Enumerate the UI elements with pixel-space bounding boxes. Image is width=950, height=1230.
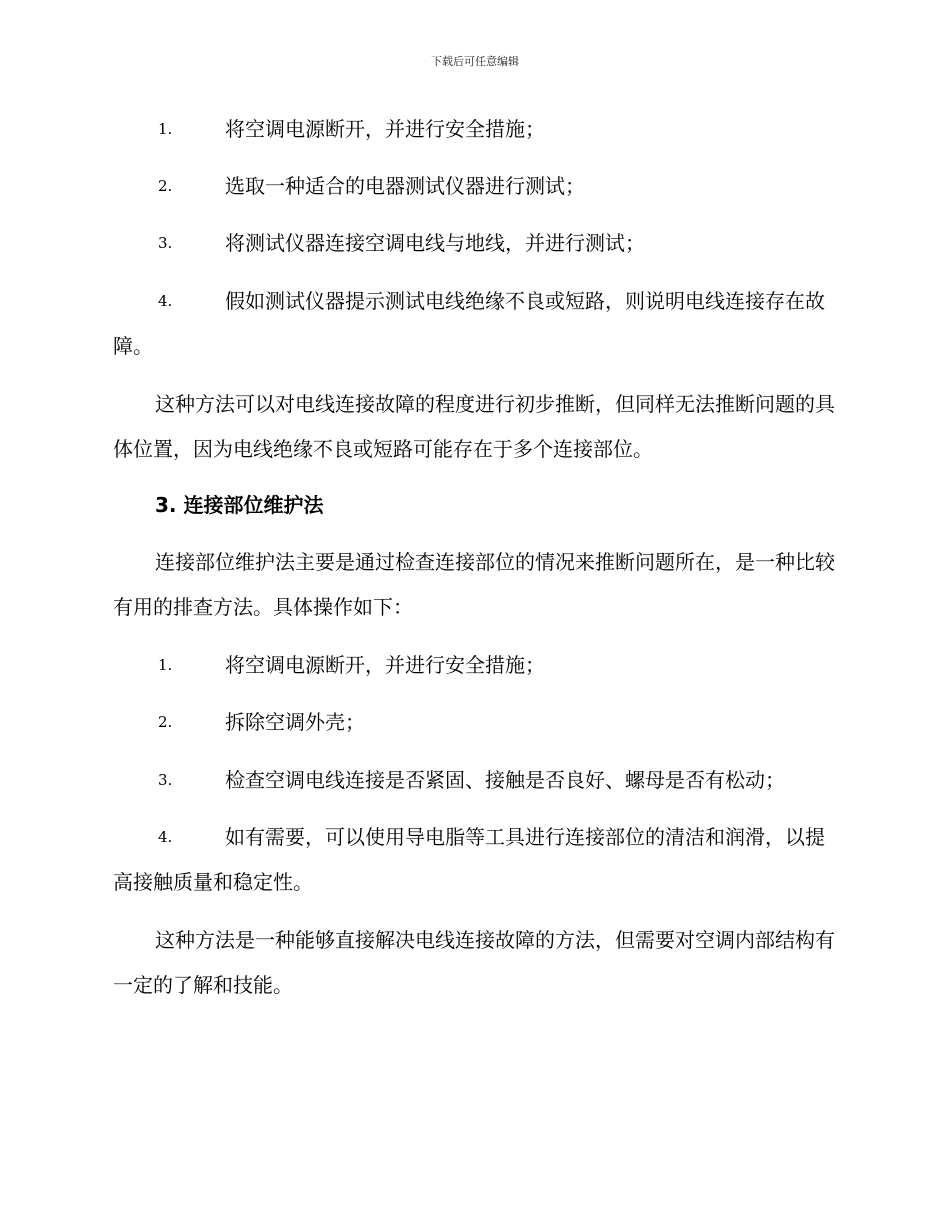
- list-item: [113, 221, 835, 266]
- list-item: [113, 700, 835, 745]
- list-item-number: 1.: [158, 120, 173, 138]
- list-item: [113, 815, 835, 905]
- list-item-text: 将测试仪器连接空调电线与地线，并进行测试；: [225, 231, 645, 255]
- list-item: [113, 107, 835, 152]
- list-item-number: 4.: [158, 828, 173, 846]
- body-paragraph: 这种方法是一种能够直接解决电线连接故障的方法，但需要对空调内部结构有一定的了解和技能。: [113, 928, 835, 997]
- list-item-number: 2.: [158, 177, 173, 195]
- page-header: 下载后可任意编辑: [431, 55, 519, 68]
- list-item-text: 假如测试仪器提示测试电线绝缘不良或短路，则说明电线连接存在故障。: [113, 289, 825, 358]
- list-item-text: 拆除空调外壳；: [225, 710, 365, 734]
- list-item: [113, 758, 835, 803]
- section-intro-paragraph: 连接部位维护法主要是通过检查连接部位的情况来推断问题所在，是一种比较有用的排查方法。具体操作如下：: [113, 550, 835, 619]
- list-item-text: 将空调电源断开，并进行安全措施；: [225, 117, 545, 141]
- body-paragraph: 这种方法可以对电线连接故障的程度进行初步推断，但同样无法推断问题的具体位置，因为电线绝缘不良或短路可能存在于多个连接部位。: [113, 392, 835, 461]
- list-item-number: 3.: [158, 234, 173, 252]
- section-heading: 3. 连接部位维护法: [155, 493, 324, 517]
- list-item: [113, 279, 835, 369]
- list-item: [113, 164, 835, 209]
- list-item-number: 3.: [158, 771, 173, 789]
- list-item-text: 如有需要，可以使用导电脂等工具进行连接部位的清洁和润滑，以提高接触质量和稳定性。: [113, 825, 825, 894]
- list-item-text: 选取一种适合的电器测试仪器进行测试；: [225, 174, 585, 198]
- list-item: [113, 643, 835, 688]
- list-item-number: 1.: [158, 656, 173, 674]
- list-item-text: 将空调电源断开，并进行安全措施；: [225, 653, 545, 677]
- list-item-number: 2.: [158, 713, 173, 731]
- list-item-text: 检查空调电线连接是否紧固、接触是否良好、螺母是否有松动；: [225, 768, 785, 792]
- list-item-number: 4.: [158, 292, 173, 310]
